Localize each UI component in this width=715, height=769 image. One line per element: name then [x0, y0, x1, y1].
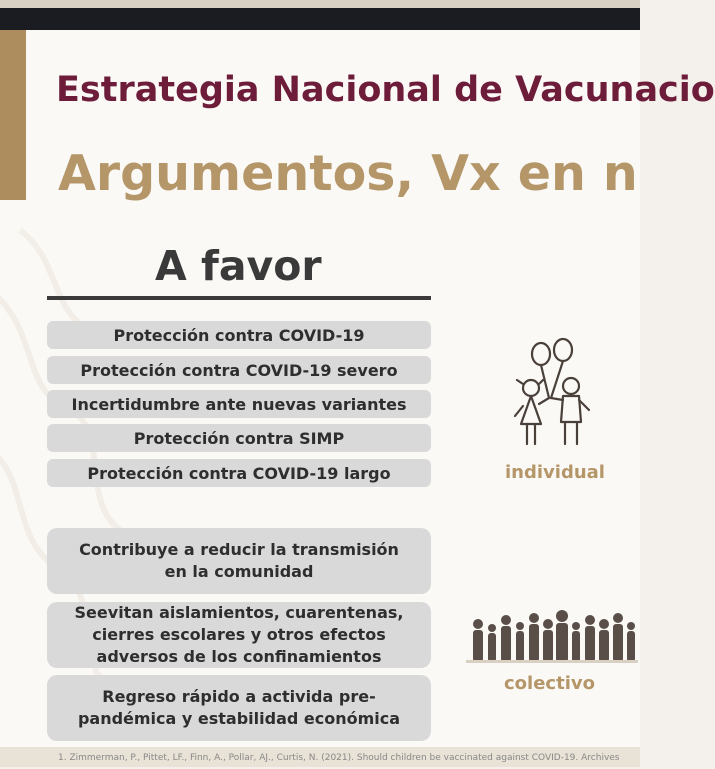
individual-benefit-item: Incertidumbre ante nuevas variantes — [47, 390, 431, 418]
kids-with-balloons-icon — [505, 336, 601, 454]
window-dark-bar — [0, 8, 640, 30]
crowd-icon — [466, 606, 638, 666]
gold-accent-bar — [0, 30, 26, 200]
presentation-slide — [0, 30, 715, 747]
collective-benefit-item: Seevitan aislamientos, cuarentenas, cierres escolares y otros efectos adversos de los confinamientos — [47, 602, 431, 668]
individual-benefit-item: Protección contra SIMP — [47, 424, 431, 452]
individual-benefit-item: Protección contra COVID-19 largo — [47, 459, 431, 487]
window-top-strip — [0, 0, 640, 8]
citation-footer: 1. Zimmerman, P., Pittet, LF., Finn, A., Pollar, AJ., Curtis, N. (2021). Should children be vaccinated against COVID-19. Archives — [0, 747, 640, 767]
section-heading: A favor — [155, 242, 322, 290]
section-divider — [47, 296, 431, 300]
collective-benefit-item: Regreso rápido a activida pre- pandémica y estabilidad económica — [47, 675, 431, 741]
individual-benefit-item: Protección contra COVID-19 — [47, 321, 431, 349]
collective-label: colectivo — [504, 673, 595, 694]
individual-benefit-item: Protección contra COVID-19 severo — [47, 356, 431, 384]
individual-label: individual — [505, 462, 605, 483]
slide-title: Estrategia Nacional de Vacunacio — [56, 70, 715, 110]
collective-benefit-item: Contribuye a reducir la transmisión en la comunidad — [47, 528, 431, 594]
slide-subtitle: Argumentos, Vx en n — [58, 145, 638, 202]
